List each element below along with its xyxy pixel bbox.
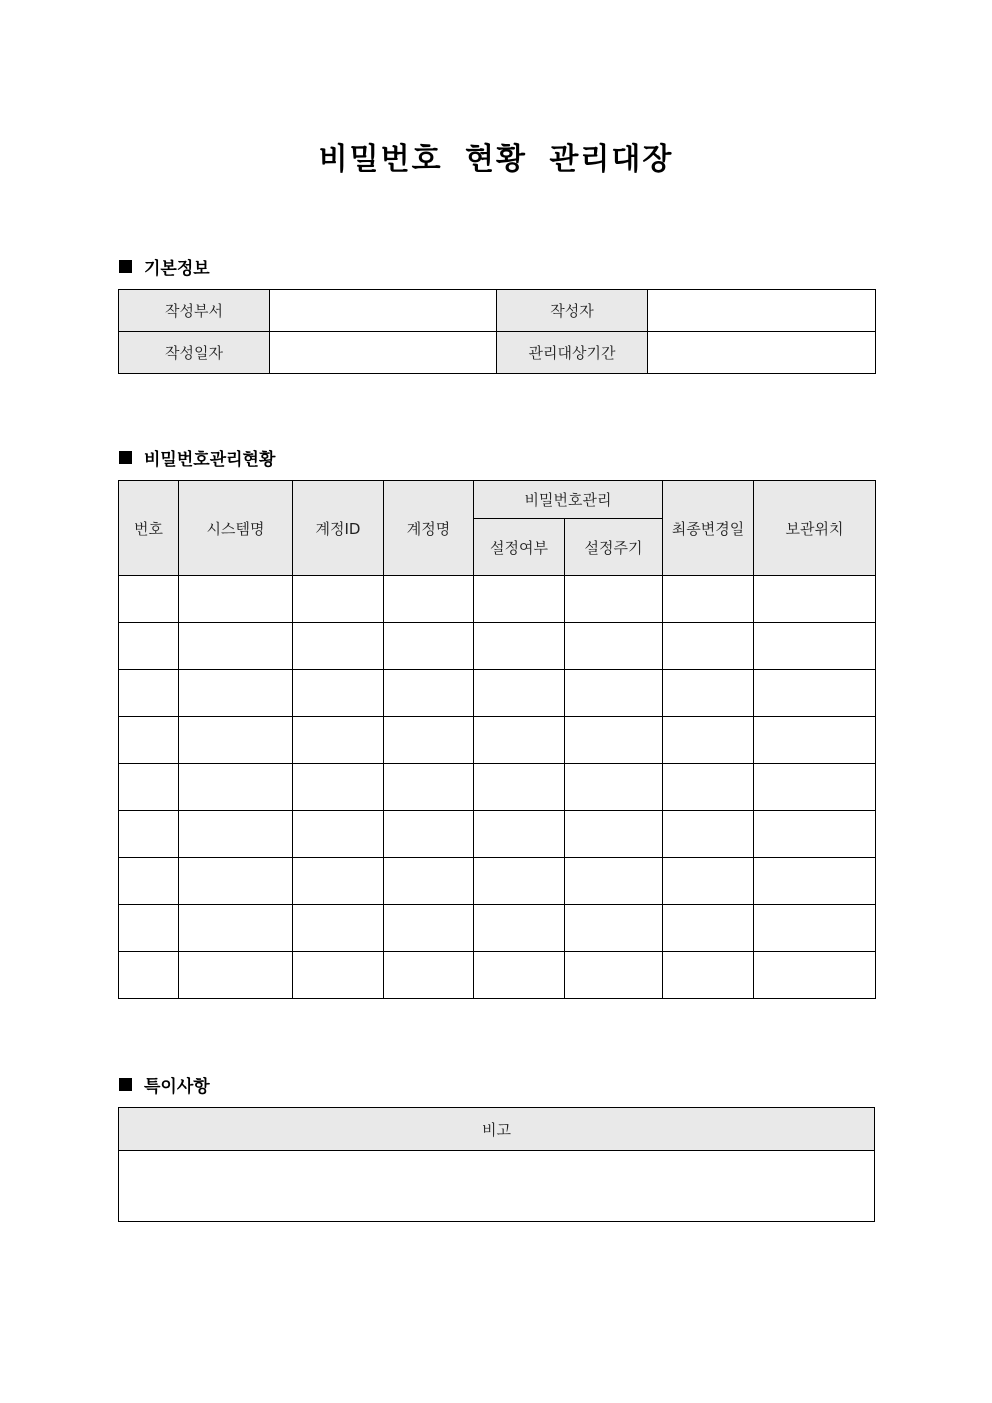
dept-field[interactable] xyxy=(270,290,497,332)
account-name-cell[interactable] xyxy=(384,858,474,905)
col-header-storage: 보관위치 xyxy=(754,481,876,576)
section-heading-basic xyxy=(119,254,210,279)
system-cell[interactable] xyxy=(179,717,293,764)
no-cell[interactable] xyxy=(119,952,179,999)
set-cycle-cell[interactable] xyxy=(565,623,663,670)
set-yn-cell[interactable] xyxy=(474,905,565,952)
no-cell[interactable] xyxy=(119,764,179,811)
set-cycle-cell[interactable] xyxy=(565,717,663,764)
col-header-pw-mgmt: 비밀번호관리 xyxy=(474,481,663,519)
password-status-table xyxy=(118,480,876,999)
account-id-cell[interactable] xyxy=(293,811,384,858)
square-bullet-icon xyxy=(119,260,132,273)
col-header-account-name: 계정명 xyxy=(384,481,474,576)
table-header-row xyxy=(119,1108,875,1151)
no-cell[interactable] xyxy=(119,905,179,952)
account-name-cell[interactable] xyxy=(384,576,474,623)
writer-field[interactable] xyxy=(648,290,876,332)
col-header-set-cycle: 설정주기 xyxy=(565,519,663,576)
table-row xyxy=(119,576,876,623)
set-cycle-cell[interactable] xyxy=(565,670,663,717)
storage-cell[interactable] xyxy=(754,576,876,623)
account-name-cell[interactable] xyxy=(384,952,474,999)
account-id-cell[interactable] xyxy=(293,623,384,670)
storage-cell[interactable] xyxy=(754,905,876,952)
set-yn-cell[interactable] xyxy=(474,764,565,811)
set-cycle-cell[interactable] xyxy=(565,764,663,811)
no-cell[interactable] xyxy=(119,623,179,670)
date-field[interactable] xyxy=(270,332,497,374)
last-changed-cell[interactable] xyxy=(663,811,754,858)
system-cell[interactable] xyxy=(179,623,293,670)
table-row xyxy=(119,670,876,717)
set-yn-cell[interactable] xyxy=(474,952,565,999)
table-row xyxy=(119,1151,875,1222)
set-cycle-cell[interactable] xyxy=(565,952,663,999)
last-changed-cell[interactable] xyxy=(663,905,754,952)
col-header-account-id: 계정ID xyxy=(293,481,384,576)
system-cell[interactable] xyxy=(179,858,293,905)
account-id-cell[interactable] xyxy=(293,952,384,999)
storage-cell[interactable] xyxy=(754,858,876,905)
account-id-cell[interactable] xyxy=(293,717,384,764)
writer-label: 작성자 xyxy=(497,290,648,332)
set-yn-cell[interactable] xyxy=(474,811,565,858)
col-header-last-changed: 최종변경일 xyxy=(663,481,754,576)
page-title: 비밀번호 현황 관리대장 xyxy=(318,142,674,177)
table-row xyxy=(119,717,876,764)
last-changed-cell[interactable] xyxy=(663,717,754,764)
set-yn-cell[interactable] xyxy=(474,576,565,623)
no-cell[interactable] xyxy=(119,858,179,905)
square-bullet-icon xyxy=(119,1078,132,1091)
table-row xyxy=(119,764,876,811)
last-changed-cell[interactable] xyxy=(663,623,754,670)
date-label: 작성일자 xyxy=(119,332,270,374)
set-yn-cell[interactable] xyxy=(474,670,565,717)
section-heading-basic-label: 기본정보 xyxy=(144,259,210,279)
storage-cell[interactable] xyxy=(754,670,876,717)
account-name-cell[interactable] xyxy=(384,670,474,717)
system-cell[interactable] xyxy=(179,670,293,717)
account-id-cell[interactable] xyxy=(293,858,384,905)
section-heading-notes xyxy=(119,1072,210,1097)
account-name-cell[interactable] xyxy=(384,764,474,811)
table-row xyxy=(119,905,876,952)
storage-cell[interactable] xyxy=(754,811,876,858)
account-name-cell[interactable] xyxy=(384,811,474,858)
account-id-cell[interactable] xyxy=(293,576,384,623)
table-row xyxy=(119,858,876,905)
period-label: 관리대상기간 xyxy=(497,332,648,374)
notes-header: 비고 xyxy=(119,1108,875,1151)
account-id-cell[interactable] xyxy=(293,670,384,717)
account-name-cell[interactable] xyxy=(384,717,474,764)
storage-cell[interactable] xyxy=(754,764,876,811)
system-cell[interactable] xyxy=(179,764,293,811)
system-cell[interactable] xyxy=(179,811,293,858)
system-cell[interactable] xyxy=(179,905,293,952)
set-cycle-cell[interactable] xyxy=(565,576,663,623)
account-id-cell[interactable] xyxy=(293,905,384,952)
col-header-system: 시스템명 xyxy=(179,481,293,576)
set-cycle-cell[interactable] xyxy=(565,905,663,952)
account-id-cell[interactable] xyxy=(293,764,384,811)
last-changed-cell[interactable] xyxy=(663,952,754,999)
storage-cell[interactable] xyxy=(754,623,876,670)
no-cell[interactable] xyxy=(119,717,179,764)
set-yn-cell[interactable] xyxy=(474,717,565,764)
section-heading-password xyxy=(119,445,275,470)
table-row xyxy=(119,290,876,332)
system-cell[interactable] xyxy=(179,952,293,999)
period-field[interactable] xyxy=(648,332,876,374)
basic-info-table xyxy=(118,289,876,374)
dept-label: 작성부서 xyxy=(119,290,270,332)
col-header-no: 번호 xyxy=(119,481,179,576)
account-name-cell[interactable] xyxy=(384,905,474,952)
table-row xyxy=(119,332,876,374)
set-yn-cell[interactable] xyxy=(474,858,565,905)
table-row xyxy=(119,623,876,670)
last-changed-cell[interactable] xyxy=(663,764,754,811)
system-cell[interactable] xyxy=(179,576,293,623)
set-yn-cell[interactable] xyxy=(474,623,565,670)
storage-cell[interactable] xyxy=(754,952,876,999)
no-cell[interactable] xyxy=(119,811,179,858)
password-table-body xyxy=(119,576,876,999)
set-cycle-cell[interactable] xyxy=(565,811,663,858)
square-bullet-icon xyxy=(119,451,132,464)
storage-cell[interactable] xyxy=(754,717,876,764)
last-changed-cell[interactable] xyxy=(663,670,754,717)
col-header-set-yn: 설정여부 xyxy=(474,519,565,576)
section-heading-notes-label: 특이사항 xyxy=(144,1077,210,1097)
last-changed-cell[interactable] xyxy=(663,576,754,623)
section-heading-password-label: 비밀번호관리현황 xyxy=(144,450,276,470)
no-cell[interactable] xyxy=(119,670,179,717)
table-header-row xyxy=(119,481,876,519)
set-cycle-cell[interactable] xyxy=(565,858,663,905)
no-cell[interactable] xyxy=(119,576,179,623)
notes-table xyxy=(118,1107,875,1222)
account-name-cell[interactable] xyxy=(384,623,474,670)
table-row xyxy=(119,952,876,999)
notes-field[interactable] xyxy=(119,1151,875,1222)
last-changed-cell[interactable] xyxy=(663,858,754,905)
table-row xyxy=(119,811,876,858)
